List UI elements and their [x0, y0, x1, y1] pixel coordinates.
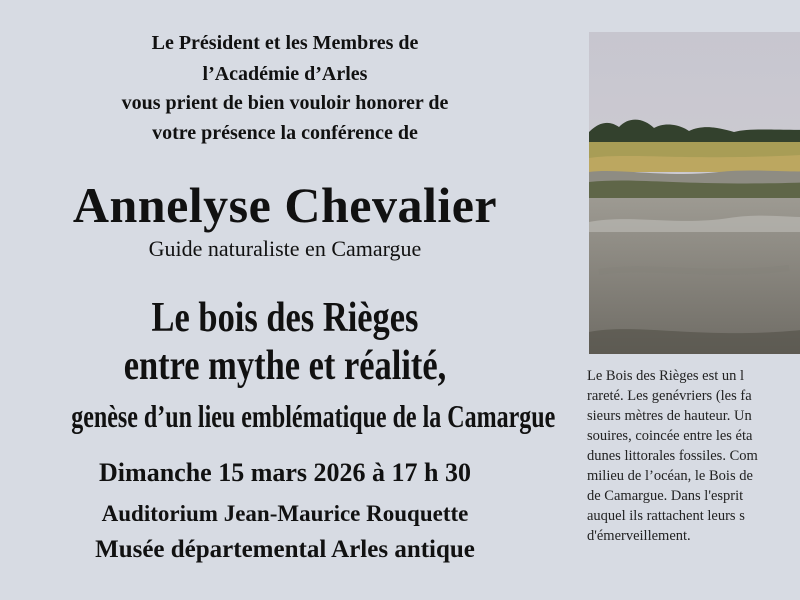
caption-line: sieurs mètres de hauteur. Un [587, 408, 752, 424]
talk-subtitle: genèse d’un lieu emblématique de la Camargue [71, 398, 556, 434]
invitation-line-2: l’Académie d’Arles [202, 63, 368, 85]
invitation-line-3: vous prient de bien vouloir honorer de [121, 92, 449, 114]
caption-line: souires, coincée entre les éta [587, 428, 753, 444]
caption-line: rareté. Les genévriers (les fa [587, 388, 752, 404]
caption-line: de Camargue. Dans l'esprit [587, 488, 744, 504]
event-date: Dimanche 15 mars 2026 à 17 h 30 [99, 458, 471, 487]
invitation-line-1: Le Président et les Membres de [151, 32, 419, 54]
event-venue-line-2: Musée départemental Arles antique [95, 536, 475, 563]
caption-line: Le Bois des Rièges est un l [587, 368, 745, 384]
caption-line: d'émerveillement. [587, 528, 691, 544]
talk-title-line-2: entre mythe et réalité, [123, 343, 447, 389]
speaker-role: Guide naturaliste en Camargue [148, 236, 422, 261]
caption-line: auquel ils rattachent leurs s [587, 508, 745, 524]
speaker-name: Annelyse Chevalier [72, 177, 498, 233]
photo-caption [587, 366, 800, 546]
landscape-photo-image [589, 32, 800, 354]
landscape-photo [589, 32, 800, 354]
invitation-line-4: votre présence la conférence de [152, 122, 418, 144]
caption-line: dunes littorales fossiles. Com [587, 448, 758, 464]
talk-title-line-1: Le bois des Rièges [151, 295, 419, 341]
caption-line: milieu de l’océan, le Bois de [587, 468, 753, 484]
event-venue-line-1: Auditorium Jean-Maurice Rouquette [101, 501, 469, 526]
